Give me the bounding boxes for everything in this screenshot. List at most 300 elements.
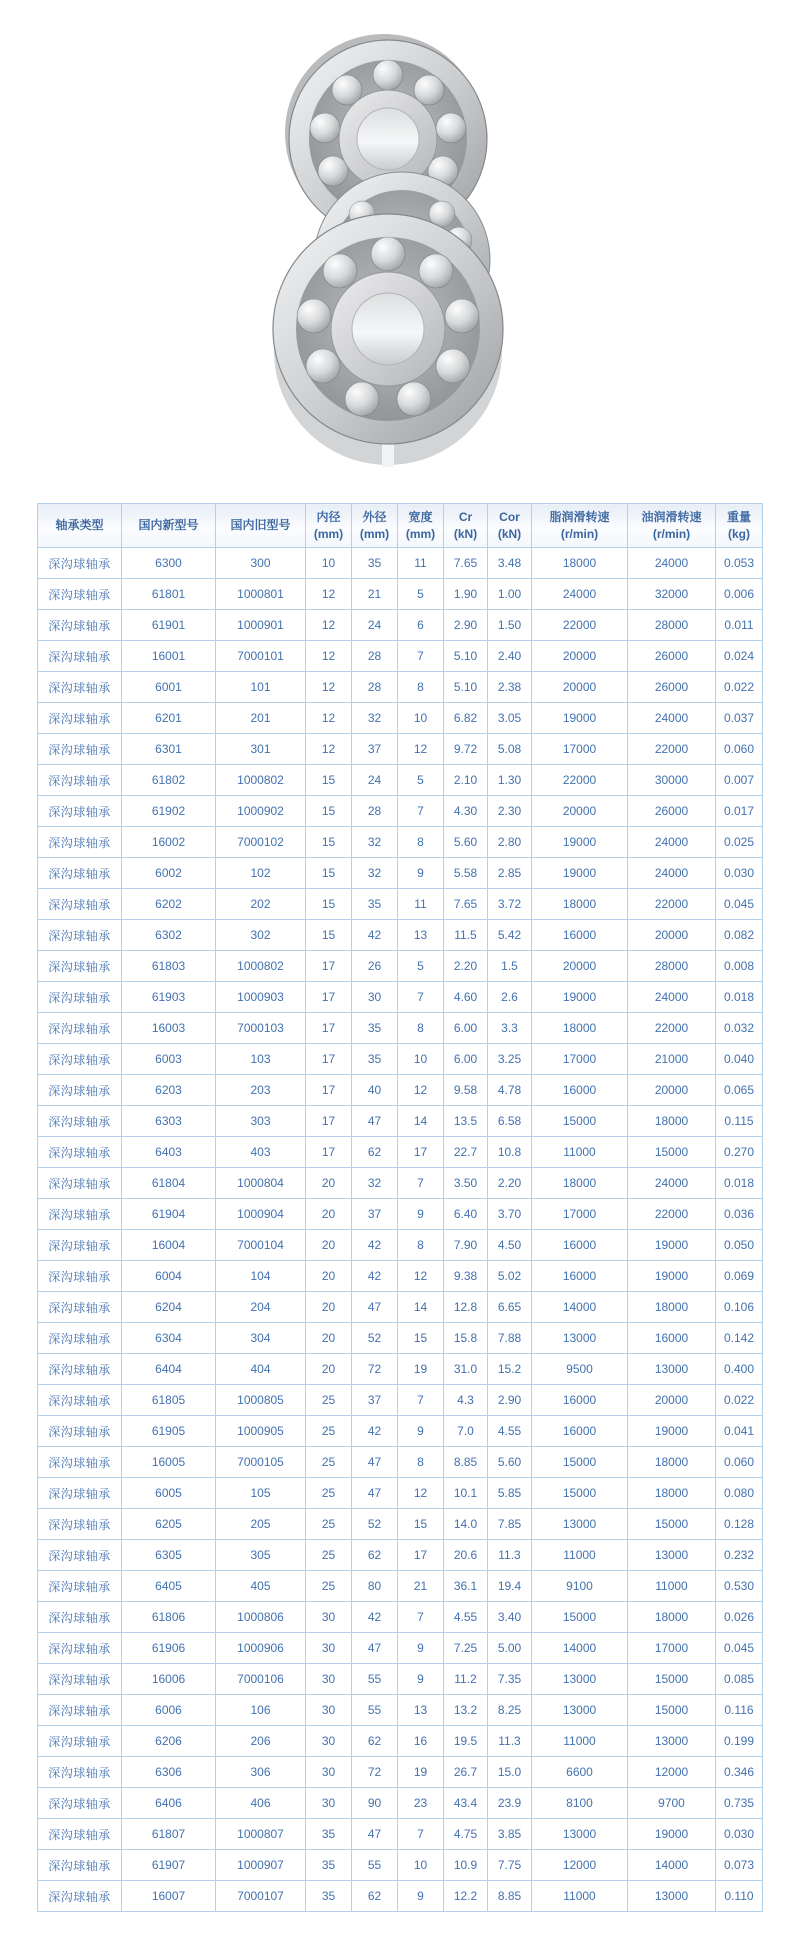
table-cell: 6002: [122, 858, 216, 889]
column-header: 脂润滑转速 (r/min): [532, 504, 628, 548]
table-cell: 201: [216, 703, 306, 734]
table-row: [38, 858, 763, 889]
bearing-type-cell: 深沟球轴承: [38, 703, 122, 734]
column-header: Cr (kN): [444, 504, 488, 548]
header-row: [38, 504, 763, 548]
table-cell: 8.85: [444, 1447, 488, 1478]
table-cell: 12: [398, 1261, 444, 1292]
table-cell: 13.5: [444, 1106, 488, 1137]
table-cell: 13000: [628, 1354, 716, 1385]
table-cell: 0.026: [716, 1602, 763, 1633]
bearing-type-cell: 深沟球轴承: [38, 889, 122, 920]
table-cell: 26000: [628, 672, 716, 703]
table-cell: 2.30: [488, 796, 532, 827]
table-cell: 30: [306, 1633, 352, 1664]
table-cell: 15.8: [444, 1323, 488, 1354]
bearing-type-cell: 深沟球轴承: [38, 1044, 122, 1075]
table-cell: 12: [306, 703, 352, 734]
table-cell: 16000: [532, 1416, 628, 1447]
bearing-type-cell: 深沟球轴承: [38, 1757, 122, 1788]
table-cell: 1000902: [216, 796, 306, 827]
table-cell: 1.90: [444, 579, 488, 610]
table-cell: 12: [398, 1478, 444, 1509]
table-row: [38, 951, 763, 982]
table-cell: 5: [398, 951, 444, 982]
table-cell: 9: [398, 1633, 444, 1664]
table-cell: 61902: [122, 796, 216, 827]
table-row: [38, 1137, 763, 1168]
table-cell: 17: [306, 982, 352, 1013]
table-row: [38, 1447, 763, 1478]
table-cell: 0.115: [716, 1106, 763, 1137]
table-cell: 6202: [122, 889, 216, 920]
table-cell: 9: [398, 1416, 444, 1447]
table-row: [38, 1819, 763, 1850]
bearing-type-cell: 深沟球轴承: [38, 951, 122, 982]
bearing-type-cell: 深沟球轴承: [38, 1695, 122, 1726]
table-cell: 10: [398, 703, 444, 734]
column-header: 油润滑转速 (r/min): [628, 504, 716, 548]
table-cell: 11.2: [444, 1664, 488, 1695]
table-cell: 3.48: [488, 548, 532, 579]
bearing-type-cell: 深沟球轴承: [38, 1602, 122, 1633]
table-cell: 18000: [628, 1447, 716, 1478]
table-cell: 0.045: [716, 889, 763, 920]
table-cell: 61905: [122, 1416, 216, 1447]
table-row: [38, 1416, 763, 1447]
table-cell: 15000: [532, 1447, 628, 1478]
table-cell: 18000: [628, 1292, 716, 1323]
table-cell: 28: [352, 796, 398, 827]
bearing-type-cell: 深沟球轴承: [38, 1788, 122, 1819]
table-cell: 1000801: [216, 579, 306, 610]
table-cell: 24000: [628, 827, 716, 858]
table-cell: 16001: [122, 641, 216, 672]
table-cell: 19000: [532, 982, 628, 1013]
bearing-type-cell: 深沟球轴承: [38, 1726, 122, 1757]
table-cell: 12000: [532, 1850, 628, 1881]
table-cell: 19000: [532, 703, 628, 734]
table-cell: 6.00: [444, 1044, 488, 1075]
table-cell: 0.011: [716, 610, 763, 641]
table-cell: 61903: [122, 982, 216, 1013]
table-cell: 1000806: [216, 1602, 306, 1633]
bearing-type-cell: 深沟球轴承: [38, 1354, 122, 1385]
table-cell: 3.05: [488, 703, 532, 734]
table-cell: 15: [306, 765, 352, 796]
table-cell: 0.270: [716, 1137, 763, 1168]
column-header: 内径 (mm): [306, 504, 352, 548]
table-cell: 4.75: [444, 1819, 488, 1850]
table-cell: 16002: [122, 827, 216, 858]
bearing-type-cell: 深沟球轴承: [38, 765, 122, 796]
bearing-type-cell: 深沟球轴承: [38, 1137, 122, 1168]
table-cell: 15: [306, 858, 352, 889]
table-cell: 20000: [532, 641, 628, 672]
table-cell: 14: [398, 1106, 444, 1137]
table-cell: 0.116: [716, 1695, 763, 1726]
table-cell: 0.025: [716, 827, 763, 858]
table-cell: 15: [306, 827, 352, 858]
table-cell: 2.40: [488, 641, 532, 672]
table-cell: 0.040: [716, 1044, 763, 1075]
table-cell: 25: [306, 1478, 352, 1509]
table-cell: 40: [352, 1075, 398, 1106]
table-cell: 30000: [628, 765, 716, 796]
table-cell: 3.50: [444, 1168, 488, 1199]
table-cell: 2.20: [488, 1168, 532, 1199]
table-cell: 203: [216, 1075, 306, 1106]
table-cell: 61802: [122, 765, 216, 796]
table-cell: 17000: [532, 1044, 628, 1075]
table-cell: 7: [398, 982, 444, 1013]
table-cell: 20: [306, 1168, 352, 1199]
table-cell: 0.060: [716, 1447, 763, 1478]
table-header: [38, 504, 763, 548]
table-cell: 62: [352, 1881, 398, 1912]
table-cell: 18000: [532, 889, 628, 920]
table-cell: 15: [398, 1323, 444, 1354]
table-cell: 25: [306, 1509, 352, 1540]
table-cell: 0.030: [716, 858, 763, 889]
table-cell: 42: [352, 1416, 398, 1447]
table-cell: 28: [352, 672, 398, 703]
table-cell: 1000804: [216, 1168, 306, 1199]
table-cell: 0.073: [716, 1850, 763, 1881]
table-row: [38, 1354, 763, 1385]
table-cell: 6.82: [444, 703, 488, 734]
table-cell: 42: [352, 1230, 398, 1261]
table-cell: 90: [352, 1788, 398, 1819]
table-cell: 205: [216, 1509, 306, 1540]
table-cell: 6301: [122, 734, 216, 765]
table-cell: 6403: [122, 1137, 216, 1168]
table-cell: 17: [306, 1137, 352, 1168]
table-cell: 202: [216, 889, 306, 920]
table-row: [38, 1230, 763, 1261]
table-cell: 304: [216, 1323, 306, 1354]
column-header: 宽度 (mm): [398, 504, 444, 548]
table-cell: 0.060: [716, 734, 763, 765]
table-cell: 16005: [122, 1447, 216, 1478]
table-cell: 10.1: [444, 1478, 488, 1509]
bearing-type-cell: 深沟球轴承: [38, 1323, 122, 1354]
table-cell: 24000: [628, 858, 716, 889]
table-cell: 4.50: [488, 1230, 532, 1261]
table-cell: 24: [352, 610, 398, 641]
bearing-type-cell: 深沟球轴承: [38, 641, 122, 672]
table-cell: 303: [216, 1106, 306, 1137]
table-cell: 2.6: [488, 982, 532, 1013]
table-cell: 6004: [122, 1261, 216, 1292]
table-cell: 21: [398, 1571, 444, 1602]
table-cell: 42: [352, 920, 398, 951]
table-cell: 7.0: [444, 1416, 488, 1447]
table-cell: 5.60: [444, 827, 488, 858]
table-cell: 6.00: [444, 1013, 488, 1044]
table-cell: 23.9: [488, 1788, 532, 1819]
table-cell: 62: [352, 1540, 398, 1571]
table-cell: 0.006: [716, 579, 763, 610]
table-cell: 0.128: [716, 1509, 763, 1540]
table-cell: 25: [306, 1416, 352, 1447]
table-cell: 14.0: [444, 1509, 488, 1540]
table-cell: 20000: [628, 1385, 716, 1416]
table-cell: 62: [352, 1726, 398, 1757]
column-header: 重量 (kg): [716, 504, 763, 548]
table-cell: 20000: [532, 951, 628, 982]
table-cell: 11.3: [488, 1540, 532, 1571]
table-cell: 9700: [628, 1788, 716, 1819]
table-row: [38, 1106, 763, 1137]
table-cell: 36.1: [444, 1571, 488, 1602]
table-cell: 6.58: [488, 1106, 532, 1137]
table-cell: 6.65: [488, 1292, 532, 1323]
table-row: [38, 1850, 763, 1881]
table-cell: 20.6: [444, 1540, 488, 1571]
table-cell: 206: [216, 1726, 306, 1757]
table-cell: 404: [216, 1354, 306, 1385]
table-row: [38, 1044, 763, 1075]
table-row: [38, 1695, 763, 1726]
table-cell: 10: [398, 1850, 444, 1881]
table-cell: 31.0: [444, 1354, 488, 1385]
bearing-type-cell: 深沟球轴承: [38, 1416, 122, 1447]
table-cell: 47: [352, 1106, 398, 1137]
table-row: [38, 1540, 763, 1571]
table-cell: 14000: [532, 1292, 628, 1323]
table-cell: 20: [306, 1261, 352, 1292]
table-cell: 61804: [122, 1168, 216, 1199]
table-row: [38, 889, 763, 920]
table-cell: 1000805: [216, 1385, 306, 1416]
table-cell: 4.3: [444, 1385, 488, 1416]
table-cell: 17: [306, 1044, 352, 1075]
bearing-type-cell: 深沟球轴承: [38, 920, 122, 951]
table-cell: 101: [216, 672, 306, 703]
table-cell: 0.045: [716, 1633, 763, 1664]
table-cell: 26000: [628, 641, 716, 672]
table-cell: 30: [306, 1788, 352, 1819]
table-cell: 15000: [532, 1602, 628, 1633]
table-cell: 22000: [628, 1199, 716, 1230]
table-cell: 104: [216, 1261, 306, 1292]
table-cell: 10.8: [488, 1137, 532, 1168]
table-cell: 7000106: [216, 1664, 306, 1695]
table-cell: 13000: [628, 1726, 716, 1757]
table-cell: 8: [398, 672, 444, 703]
table-cell: 7.25: [444, 1633, 488, 1664]
table-cell: 0.069: [716, 1261, 763, 1292]
table-cell: 7000102: [216, 827, 306, 858]
table-cell: 9: [398, 858, 444, 889]
table-cell: 37: [352, 1385, 398, 1416]
table-cell: 4.78: [488, 1075, 532, 1106]
table-cell: 13.2: [444, 1695, 488, 1726]
table-row: [38, 1013, 763, 1044]
table-cell: 26000: [628, 796, 716, 827]
table-row: [38, 1881, 763, 1912]
table-cell: 8.85: [488, 1881, 532, 1912]
bearing-type-cell: 深沟球轴承: [38, 1385, 122, 1416]
table-row: [38, 1478, 763, 1509]
table-cell: 17000: [628, 1633, 716, 1664]
table-row: [38, 579, 763, 610]
table-cell: 80: [352, 1571, 398, 1602]
table-cell: 8: [398, 827, 444, 858]
table-cell: 24000: [628, 1168, 716, 1199]
table-cell: 18000: [628, 1478, 716, 1509]
table-cell: 6406: [122, 1788, 216, 1819]
table-cell: 0.400: [716, 1354, 763, 1385]
table-row: [38, 1602, 763, 1633]
table-cell: 28000: [628, 610, 716, 641]
table-cell: 11: [398, 889, 444, 920]
column-header: 国内旧型号: [216, 504, 306, 548]
table-row: [38, 1385, 763, 1416]
table-cell: 61907: [122, 1850, 216, 1881]
table-cell: 15000: [628, 1137, 716, 1168]
table-cell: 6306: [122, 1757, 216, 1788]
table-cell: 30: [306, 1757, 352, 1788]
table-cell: 3.70: [488, 1199, 532, 1230]
table-cell: 7000104: [216, 1230, 306, 1261]
table-cell: 12: [398, 734, 444, 765]
table-cell: 32: [352, 703, 398, 734]
table-cell: 7000105: [216, 1447, 306, 1478]
table-cell: 1000907: [216, 1850, 306, 1881]
table-cell: 6206: [122, 1726, 216, 1757]
table-cell: 62: [352, 1137, 398, 1168]
table-cell: 301: [216, 734, 306, 765]
table-cell: 204: [216, 1292, 306, 1323]
bearing-type-cell: 深沟球轴承: [38, 1075, 122, 1106]
table-cell: 61906: [122, 1633, 216, 1664]
table-cell: 16000: [532, 920, 628, 951]
column-header: 外径 (mm): [352, 504, 398, 548]
table-cell: 7.65: [444, 548, 488, 579]
table-cell: 0.007: [716, 765, 763, 796]
table-cell: 1000904: [216, 1199, 306, 1230]
table-cell: 9.58: [444, 1075, 488, 1106]
table-cell: 8: [398, 1230, 444, 1261]
table-cell: 16006: [122, 1664, 216, 1695]
table-cell: 12000: [628, 1757, 716, 1788]
table-cell: 9.38: [444, 1261, 488, 1292]
table-cell: 1.00: [488, 579, 532, 610]
bearing-type-cell: 深沟球轴承: [38, 1013, 122, 1044]
table-cell: 1000905: [216, 1416, 306, 1447]
table-cell: 1000802: [216, 765, 306, 796]
table-cell: 14000: [628, 1850, 716, 1881]
table-row: [38, 1199, 763, 1230]
table-cell: 6204: [122, 1292, 216, 1323]
table-cell: 13000: [532, 1509, 628, 1540]
table-cell: 18000: [532, 1168, 628, 1199]
table-cell: 10: [398, 1044, 444, 1075]
table-cell: 13000: [532, 1664, 628, 1695]
table-cell: 0.142: [716, 1323, 763, 1354]
bearing-type-cell: 深沟球轴承: [38, 1168, 122, 1199]
table-cell: 10.9: [444, 1850, 488, 1881]
table-row: [38, 1664, 763, 1695]
table-cell: 30: [306, 1695, 352, 1726]
bearing-type-cell: 深沟球轴承: [38, 672, 122, 703]
bearing-type-cell: 深沟球轴承: [38, 1199, 122, 1230]
table-cell: 24000: [628, 982, 716, 1013]
table-cell: 32: [352, 858, 398, 889]
table-cell: 17: [398, 1540, 444, 1571]
bearing-bottom: [273, 214, 503, 467]
table-cell: 6001: [122, 672, 216, 703]
table-cell: 7: [398, 1168, 444, 1199]
table-cell: 0.053: [716, 548, 763, 579]
table-cell: 17: [306, 1013, 352, 1044]
bearing-type-cell: 深沟球轴承: [38, 827, 122, 858]
table-cell: 302: [216, 920, 306, 951]
table-cell: 30: [306, 1602, 352, 1633]
bearing-type-cell: 深沟球轴承: [38, 1509, 122, 1540]
table-cell: 61806: [122, 1602, 216, 1633]
table-cell: 16000: [532, 1261, 628, 1292]
bearing-type-cell: 深沟球轴承: [38, 1881, 122, 1912]
table-cell: 11000: [532, 1881, 628, 1912]
table-cell: 61904: [122, 1199, 216, 1230]
table-cell: 35: [352, 1013, 398, 1044]
bearing-type-cell: 深沟球轴承: [38, 796, 122, 827]
table-cell: 15000: [532, 1106, 628, 1137]
table-cell: 61901: [122, 610, 216, 641]
table-cell: 4.30: [444, 796, 488, 827]
table-cell: 19.4: [488, 1571, 532, 1602]
table-cell: 13: [398, 1695, 444, 1726]
bearing-type-cell: 深沟球轴承: [38, 1633, 122, 1664]
table-cell: 24000: [628, 548, 716, 579]
table-cell: 1000807: [216, 1819, 306, 1850]
table-cell: 20000: [532, 672, 628, 703]
table-cell: 1000906: [216, 1633, 306, 1664]
table-cell: 55: [352, 1664, 398, 1695]
table-row: [38, 703, 763, 734]
bearing-type-cell: 深沟球轴承: [38, 1819, 122, 1850]
table-row: [38, 1323, 763, 1354]
table-cell: 11000: [532, 1726, 628, 1757]
table-cell: 37: [352, 1199, 398, 1230]
table-cell: 7000107: [216, 1881, 306, 1912]
table-cell: 6304: [122, 1323, 216, 1354]
table-row: [38, 1633, 763, 1664]
table-cell: 6205: [122, 1509, 216, 1540]
table-cell: 26.7: [444, 1757, 488, 1788]
table-cell: 7: [398, 641, 444, 672]
table-cell: 32: [352, 827, 398, 858]
table-cell: 0.232: [716, 1540, 763, 1571]
table-cell: 61805: [122, 1385, 216, 1416]
table-cell: 0.030: [716, 1819, 763, 1850]
table-cell: 30: [306, 1664, 352, 1695]
table-cell: 7: [398, 1819, 444, 1850]
table-cell: 6006: [122, 1695, 216, 1726]
table-cell: 19000: [628, 1261, 716, 1292]
table-cell: 12.8: [444, 1292, 488, 1323]
table-cell: 52: [352, 1323, 398, 1354]
table-row: [38, 1726, 763, 1757]
table-cell: 7.85: [488, 1509, 532, 1540]
bearing-type-cell: 深沟球轴承: [38, 1292, 122, 1323]
table-cell: 35: [352, 548, 398, 579]
table-cell: 7.75: [488, 1850, 532, 1881]
table-cell: 25: [306, 1540, 352, 1571]
